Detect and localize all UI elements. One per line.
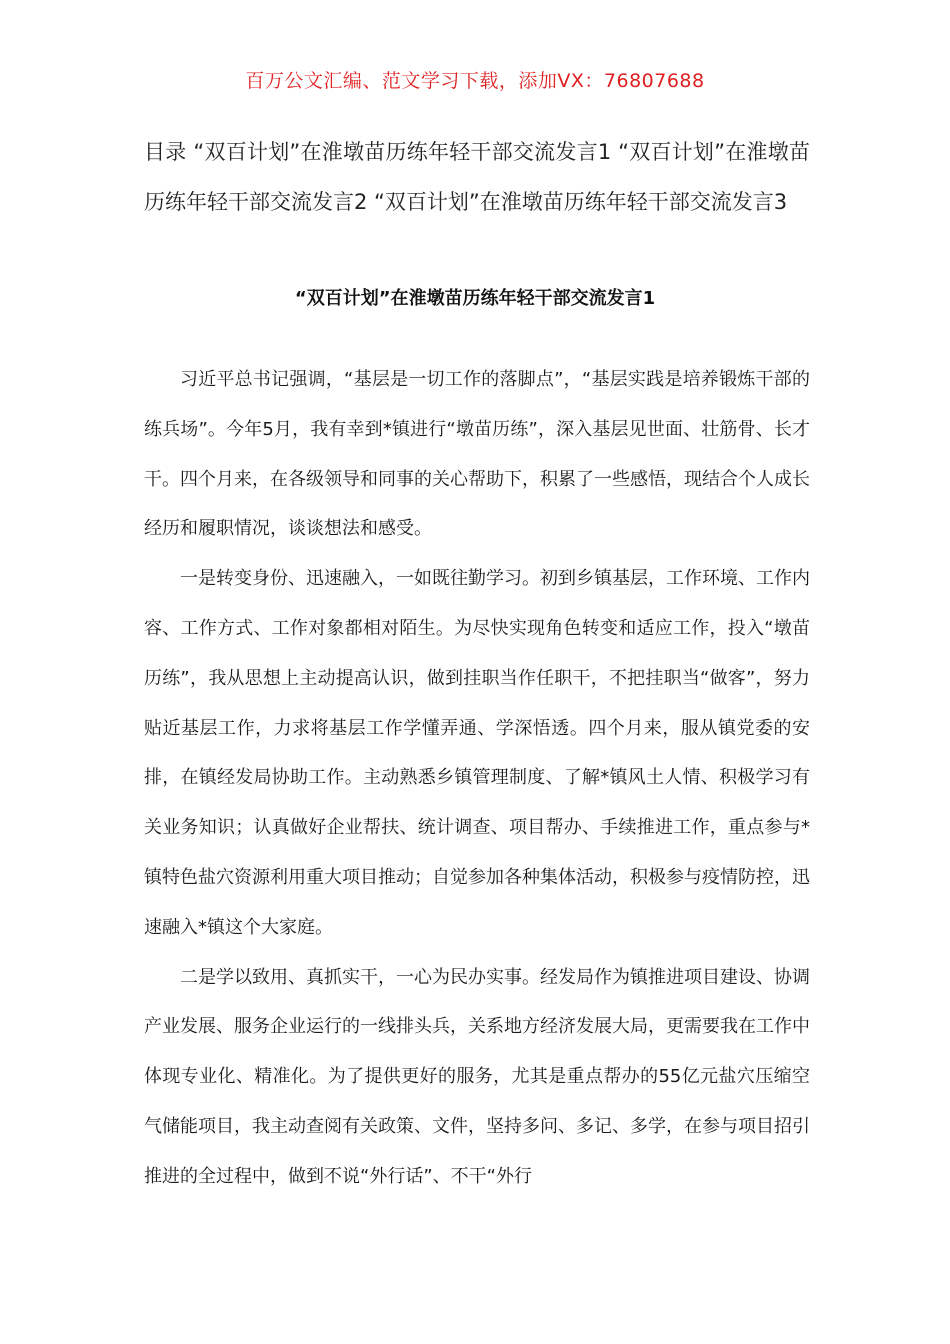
document-title: “双百计划”在淮墩苗历练年轻干部交流发言1 <box>294 288 656 309</box>
body-paragraph-2: 一是转变身份、迅速融入，一如既往勤学习。初到乡镇基层，工作环境、工作内容、工作方式、工作对象都相对陌生。为尽快实现角色转变和适应工作，投入“墩苗历练”，我从思想上主动提高认识，做到挂职当作任职干，不把挂职当“做客”，努力贴近基层工作，力求将基层工作学懂弄通、学深悟透。四个月来，服从镇党委的安排，在镇经发局协助工作。主动熟悉乡镇管理制度、了解*镇风土人情、积极学习有关业务知识；认真做好企业帮扶、统计调查、项目帮办、手续推进工作，重点参与*镇特色盐穴资源利用重大项目推动；自觉参加各种集体活动，积极参与疫情防控，迅速融入*镇这个大家庭。 <box>144 568 810 938</box>
promo-header: 百万公文汇编、范文学习下载，添加VX：76807688 <box>245 70 705 92</box>
document-body <box>144 355 810 1202</box>
body-paragraph-1: 习近平总书记强调，“基层是一切工作的落脚点”，“基层实践是培养锻炼干部的练兵场”。今年5月，我有幸到*镇进行“墩苗历练”，深入基层见世面、壮筋骨、长才干。四个月来，在各级领导和同事的关心帮助下，积累了一些感悟，现结合个人成长经历和履职情况，谈谈想法和感受。 <box>144 369 810 540</box>
table-of-contents: 目录 “双百计划”在淮墩苗历练年轻干部交流发言1 “双百计划”在淮墩苗历练年轻干部交流发言2 “双百计划”在淮墩苗历练年轻干部交流发言3 <box>144 140 810 214</box>
body-paragraph-3: 二是学以致用、真抓实干，一心为民办实事。经发局作为镇推进项目建设、协调产业发展、服务企业运行的一线排头兵，关系地方经济发展大局，更需要我在工作中体现专业化、精准化。为了提供更好的服务，尤其是重点帮办的55亿元盐穴压缩空气储能项目，我主动查阅有关政策、文件，坚持多问、多记、多学，在参与项目招引推进的全过程中，做到不说“外行话”、不干“外行 <box>144 966 810 1187</box>
